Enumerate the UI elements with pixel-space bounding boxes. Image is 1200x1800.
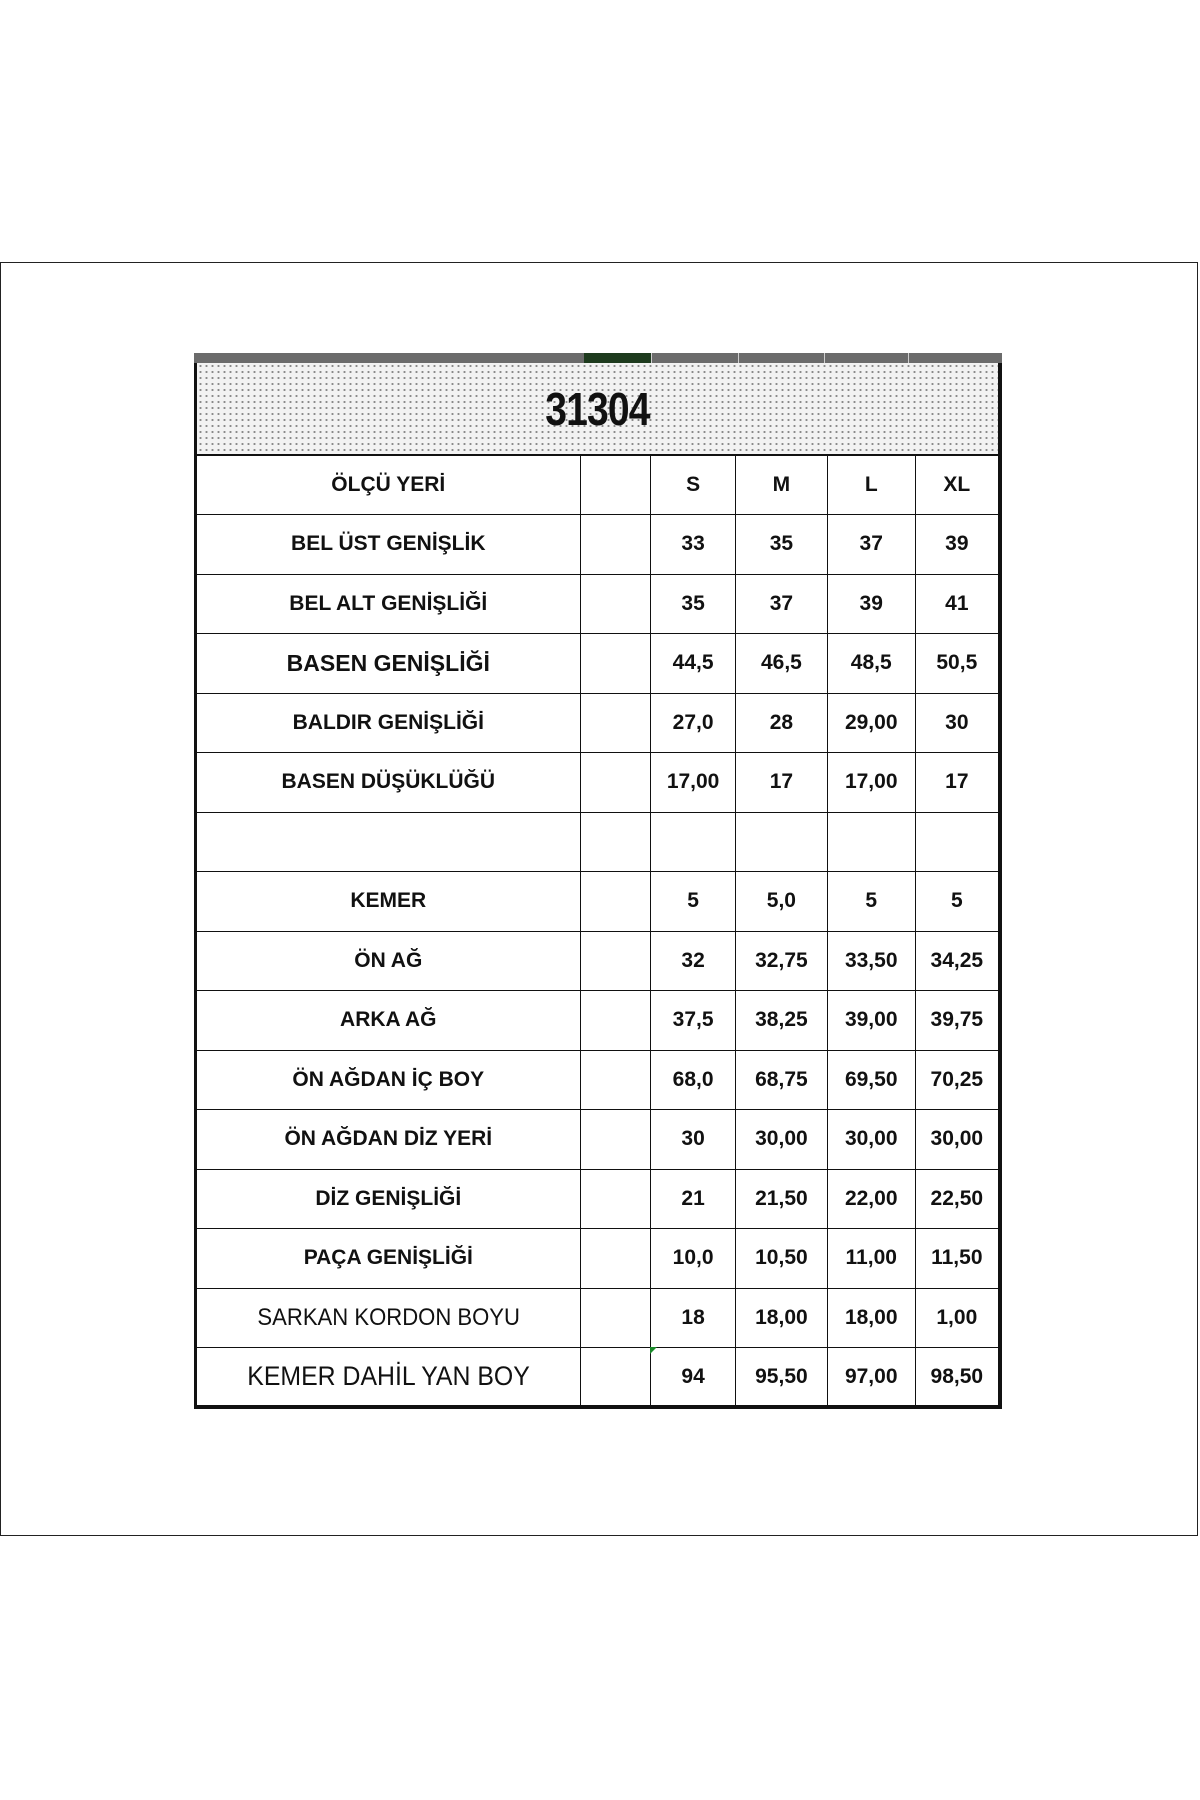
value-cell: 68,0 bbox=[651, 1050, 736, 1110]
value-cell bbox=[651, 812, 736, 872]
value-cell: 30 bbox=[915, 693, 1000, 753]
value-cell: 22,00 bbox=[827, 1169, 915, 1229]
measurement-label: ÖN AĞ bbox=[196, 931, 581, 991]
blank-cell bbox=[580, 574, 651, 634]
empty-row bbox=[196, 812, 1001, 872]
cell-marker-icon bbox=[650, 1347, 657, 1354]
value-cell: 69,50 bbox=[827, 1050, 915, 1110]
table-row bbox=[196, 1169, 1001, 1229]
value-cell: 17,00 bbox=[827, 753, 915, 813]
table-row bbox=[196, 991, 1001, 1051]
value-cell: 95,50 bbox=[735, 1348, 827, 1408]
size-chart-sheet bbox=[194, 353, 1008, 1409]
blank-cell bbox=[580, 1348, 651, 1408]
blank-cell bbox=[580, 753, 651, 813]
value-cell: 30,00 bbox=[915, 1110, 1000, 1170]
value-cell: 18,00 bbox=[735, 1288, 827, 1348]
blank-cell bbox=[580, 1169, 651, 1229]
table-row bbox=[196, 931, 1001, 991]
value-cell: 5 bbox=[651, 872, 736, 932]
value-cell: 30,00 bbox=[735, 1110, 827, 1170]
blank-cell bbox=[580, 872, 651, 932]
value-cell: 39 bbox=[915, 515, 1000, 575]
value-cell bbox=[915, 812, 1000, 872]
value-cell: 18 bbox=[651, 1288, 736, 1348]
blank-cell bbox=[580, 931, 651, 991]
measurement-label: KEMER bbox=[196, 872, 581, 932]
blank-cell bbox=[580, 515, 651, 575]
header-row bbox=[196, 455, 1001, 515]
measurement-label: BASEN DÜŞÜKLÜĞÜ bbox=[196, 753, 581, 813]
value-cell: 21,50 bbox=[735, 1169, 827, 1229]
header-label: ÖLÇÜ YERİ bbox=[196, 455, 581, 515]
blank-cell bbox=[580, 991, 651, 1051]
blank-cell bbox=[580, 1050, 651, 1110]
value-cell: 17 bbox=[915, 753, 1000, 813]
column-divider bbox=[651, 353, 652, 363]
measurement-label-text: SARKAN KORDON BOYU bbox=[256, 1303, 520, 1331]
value-cell bbox=[651, 1348, 736, 1408]
size-header-l: L bbox=[827, 455, 915, 515]
table-row bbox=[196, 1348, 1001, 1408]
table-row bbox=[196, 1229, 1001, 1289]
value-cell: 33,50 bbox=[827, 931, 915, 991]
value-cell: 10,0 bbox=[651, 1229, 736, 1289]
table-row bbox=[196, 753, 1001, 813]
value-cell: 70,25 bbox=[915, 1050, 1000, 1110]
table-row bbox=[196, 515, 1001, 575]
value-cell: 18,00 bbox=[827, 1288, 915, 1348]
value-cell: 37 bbox=[735, 574, 827, 634]
value-cell: 68,75 bbox=[735, 1050, 827, 1110]
value-cell: 32 bbox=[651, 931, 736, 991]
size-header-m: M bbox=[735, 455, 827, 515]
table-row bbox=[196, 872, 1001, 932]
value-cell: 5,0 bbox=[735, 872, 827, 932]
title-row bbox=[196, 363, 1001, 455]
row-tick bbox=[194, 632, 197, 636]
value-cell: 17,00 bbox=[651, 753, 736, 813]
table-row bbox=[196, 1050, 1001, 1110]
table-row bbox=[196, 574, 1001, 634]
column-divider bbox=[738, 353, 739, 363]
blank-cell bbox=[580, 1110, 651, 1170]
value-cell: 33 bbox=[651, 515, 736, 575]
value-cell: 21 bbox=[651, 1169, 736, 1229]
value-cell: 44,5 bbox=[651, 634, 736, 694]
value-cell: 1,00 bbox=[915, 1288, 1000, 1348]
measurement-label: ÖN AĞDAN İÇ BOY bbox=[196, 1050, 581, 1110]
value-cell: 11,50 bbox=[915, 1229, 1000, 1289]
value-cell: 30 bbox=[651, 1110, 736, 1170]
blank-cell bbox=[580, 1229, 651, 1289]
value-text: 94 bbox=[681, 1364, 705, 1388]
blank-cell bbox=[580, 812, 651, 872]
value-cell bbox=[735, 812, 827, 872]
measurement-label-text: BASEN GENİŞLİĞİ bbox=[286, 649, 490, 676]
blank-cell bbox=[580, 1288, 651, 1348]
value-cell: 34,25 bbox=[915, 931, 1000, 991]
table-row bbox=[196, 1110, 1001, 1170]
measurement-label: PAÇA GENİŞLİĞİ bbox=[196, 1229, 581, 1289]
product-code-cell bbox=[196, 363, 1001, 455]
size-header-xl: XL bbox=[915, 455, 1000, 515]
value-cell: 48,5 bbox=[827, 634, 915, 694]
measurement-label: BEL ALT GENİŞLİĞİ bbox=[196, 574, 581, 634]
size-chart-table bbox=[194, 363, 1002, 1409]
measurement-label bbox=[196, 634, 581, 694]
value-cell: 97,00 bbox=[827, 1348, 915, 1408]
table-row bbox=[196, 693, 1001, 753]
measurement-label bbox=[196, 1288, 581, 1348]
value-cell: 10,50 bbox=[735, 1229, 827, 1289]
table-row bbox=[196, 634, 1001, 694]
column-divider bbox=[824, 353, 825, 363]
measurement-label: BEL ÜST GENİŞLİK bbox=[196, 515, 581, 575]
value-cell: 39,00 bbox=[827, 991, 915, 1051]
value-cell: 50,5 bbox=[915, 634, 1000, 694]
value-cell: 11,00 bbox=[827, 1229, 915, 1289]
product-code: 31304 bbox=[545, 382, 650, 435]
value-cell: 29,00 bbox=[827, 693, 915, 753]
value-cell: 5 bbox=[827, 872, 915, 932]
value-cell: 37,5 bbox=[651, 991, 736, 1051]
measurement-label: DİZ GENİŞLİĞİ bbox=[196, 1169, 581, 1229]
value-cell: 22,50 bbox=[915, 1169, 1000, 1229]
measurement-label: ARKA AĞ bbox=[196, 991, 581, 1051]
value-cell: 39,75 bbox=[915, 991, 1000, 1051]
measurement-label bbox=[196, 812, 581, 872]
value-cell: 35 bbox=[651, 574, 736, 634]
table-row bbox=[196, 1288, 1001, 1348]
blank-cell bbox=[580, 693, 651, 753]
measurement-label-text: KEMER DAHİL YAN BOY bbox=[247, 1361, 530, 1391]
value-cell: 46,5 bbox=[735, 634, 827, 694]
value-cell: 98,50 bbox=[915, 1348, 1000, 1408]
measurement-label: ÖN AĞDAN DİZ YERİ bbox=[196, 1110, 581, 1170]
value-cell: 27,0 bbox=[651, 693, 736, 753]
measurement-label bbox=[196, 1348, 581, 1408]
size-header-s: S bbox=[651, 455, 736, 515]
column-header-strip bbox=[194, 353, 1002, 363]
blank-cell bbox=[580, 634, 651, 694]
value-cell: 30,00 bbox=[827, 1110, 915, 1170]
value-cell bbox=[827, 812, 915, 872]
value-cell: 17 bbox=[735, 753, 827, 813]
value-cell: 35 bbox=[735, 515, 827, 575]
selected-column-header bbox=[584, 353, 651, 363]
value-cell: 32,75 bbox=[735, 931, 827, 991]
value-cell: 5 bbox=[915, 872, 1000, 932]
blank-cell bbox=[580, 455, 651, 515]
value-cell: 28 bbox=[735, 693, 827, 753]
value-cell: 37 bbox=[827, 515, 915, 575]
value-cell: 38,25 bbox=[735, 991, 827, 1051]
value-cell: 39 bbox=[827, 574, 915, 634]
value-cell: 41 bbox=[915, 574, 1000, 634]
measurement-label: BALDIR GENİŞLİĞİ bbox=[196, 693, 581, 753]
column-divider bbox=[908, 353, 909, 363]
